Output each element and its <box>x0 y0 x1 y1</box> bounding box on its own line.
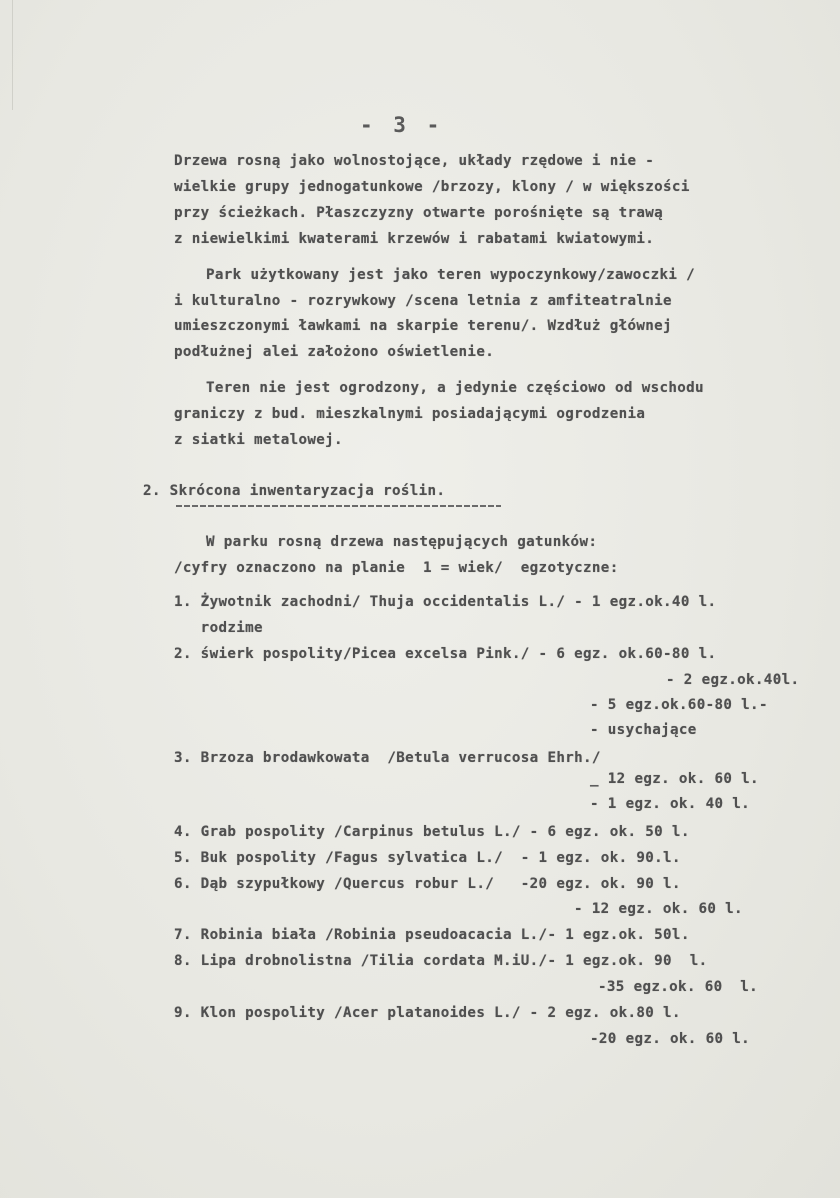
species-line: - 12 egz. ok. 60 l. <box>574 901 743 917</box>
text-line: umieszczonymi ławkami na skarpie terenu/. Wzdłuż głównej <box>174 318 672 334</box>
text-line: Teren nie jest ogrodzony, a jedynie częściowo od wschodu <box>206 380 704 396</box>
text-line: /cyfry oznaczono na planie 1 = wiek/ egzotyczne: <box>174 560 619 576</box>
species-line: - 1 egz. ok. 40 l. <box>590 796 751 812</box>
text-line: i kulturalno - rozrywkowy /scena letnia z amfiteatralnie <box>174 293 672 309</box>
text-line: podłużnej alei założono oświetlenie. <box>174 344 495 360</box>
species-line: 9. Klon pospolity /Acer platanoides L./ - 2 egz. ok.80 l. <box>174 1005 681 1021</box>
species-line: 1. Żywotnik zachodni/ Thuja occidentalis L./ - 1 egz.ok.40 l. <box>174 594 717 610</box>
species-line: - 5 egz.ok.60-80 l.- <box>590 697 768 713</box>
text-line: graniczy z bud. mieszkalnymi posiadającymi ogrodzenia <box>174 406 646 422</box>
species-line: -35 egz.ok. 60 l. <box>598 979 759 995</box>
species-line: rodzime <box>174 620 263 636</box>
species-line: 3. Brzoza brodawkowata /Betula verrucosa Ehrh./ <box>174 750 601 766</box>
text-line: W parku rosną drzewa następujących gatunków: <box>206 534 598 550</box>
page-number: - 3 - <box>360 113 444 137</box>
text-line: przy ścieżkach. Płaszczyzny otwarte porośnięte są trawą <box>174 205 664 221</box>
species-line: _ 12 egz. ok. 60 l. <box>590 771 759 787</box>
species-line: 7. Robinia biała /Robinia pseudoacacia L./- 1 egz.ok. 50l. <box>174 927 690 943</box>
species-line: 2. świerk pospolity/Picea excelsa Pink./ - 6 egz. ok.60-80 l. <box>174 646 717 662</box>
species-line: - 2 egz.ok.40l. <box>666 672 800 688</box>
species-line: 6. Dąb szypułkowy /Quercus robur L./ -20 egz. ok. 90 l. <box>174 876 681 892</box>
species-line: -20 egz. ok. 60 l. <box>590 1031 751 1047</box>
text-line: wielkie grupy jednogatunkowe /brzozy, klony / w większości <box>174 179 690 195</box>
species-line: 4. Grab pospolity /Carpinus betulus L./ - 6 egz. ok. 50 l. <box>174 824 690 840</box>
species-line: - usychające <box>590 722 697 738</box>
heading-underline <box>176 505 501 507</box>
text-line: z niewielkimi kwaterami krzewów i rabatami kwiatowymi. <box>174 231 655 247</box>
text-line: Park użytkowany jest jako teren wypoczynkowy/zawoczki / <box>206 267 696 283</box>
species-line: 8. Lipa drobnolistna /Tilia cordata M.iU./- 1 egz.ok. 90 l. <box>174 953 708 969</box>
text-line: Drzewa rosną jako wolnostojące, układy rzędowe i nie - <box>174 153 655 169</box>
binding-edge <box>0 0 13 110</box>
section-heading: 2. Skrócona inwentaryzacja roślin. <box>143 483 446 499</box>
text-line: z siatki metalowej. <box>174 432 343 448</box>
species-line: 5. Buk pospolity /Fagus sylvatica L./ - 1 egz. ok. 90.l. <box>174 850 681 866</box>
